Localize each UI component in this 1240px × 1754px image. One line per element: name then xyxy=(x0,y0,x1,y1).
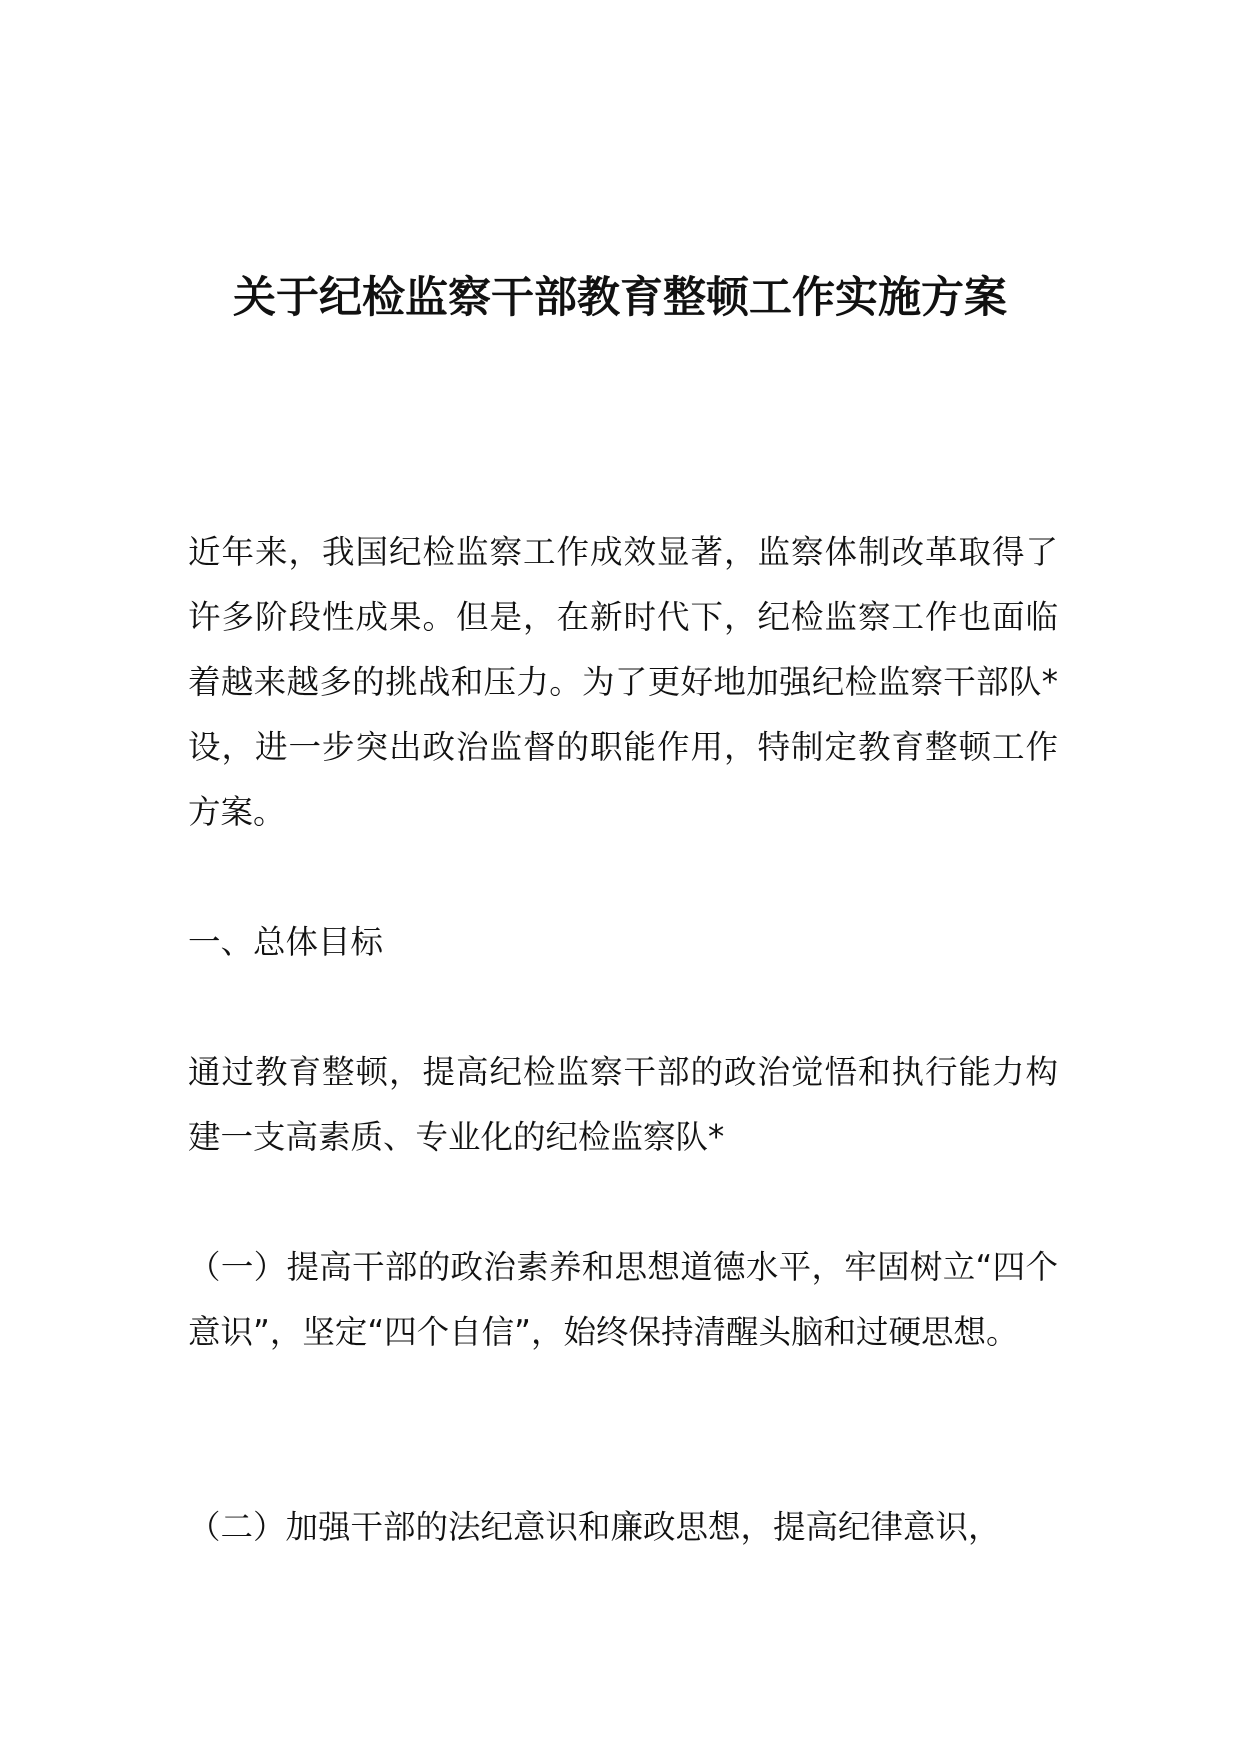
document-title: 关于纪检监察干部教育整顿工作实施方案 xyxy=(233,273,1007,323)
intro-paragraph: 近年来，我国纪检监察工作成效显著，监察体制改革取得了许多阶段性成果。但是，在新时代下，纪检监察工作也面临着越来越多的挑战和压力。为了更好地加强纪检监察干部队*设，进一步突出政治监督的职能作用，特制定教育整顿工作方案。 xyxy=(188,533,1058,831)
overall-goal-paragraph: 通过教育整顿，提高纪检监察干部的政治觉悟和执行能力构建一支高素质、专业化的纪检监察队* xyxy=(188,1053,1058,1156)
goal-item-2: （二）加强干部的法纪意识和廉政思想，提高纪律意识， xyxy=(188,1508,1001,1546)
section-heading-overall-goal: 一、总体目标 xyxy=(188,923,384,961)
goal-item-1: （一）提高干部的政治素养和思想道德水平，牢固树立“四个意识”，坚定“四个自信”，始终保持清醒头脑和过硬思想。 xyxy=(188,1248,1058,1351)
